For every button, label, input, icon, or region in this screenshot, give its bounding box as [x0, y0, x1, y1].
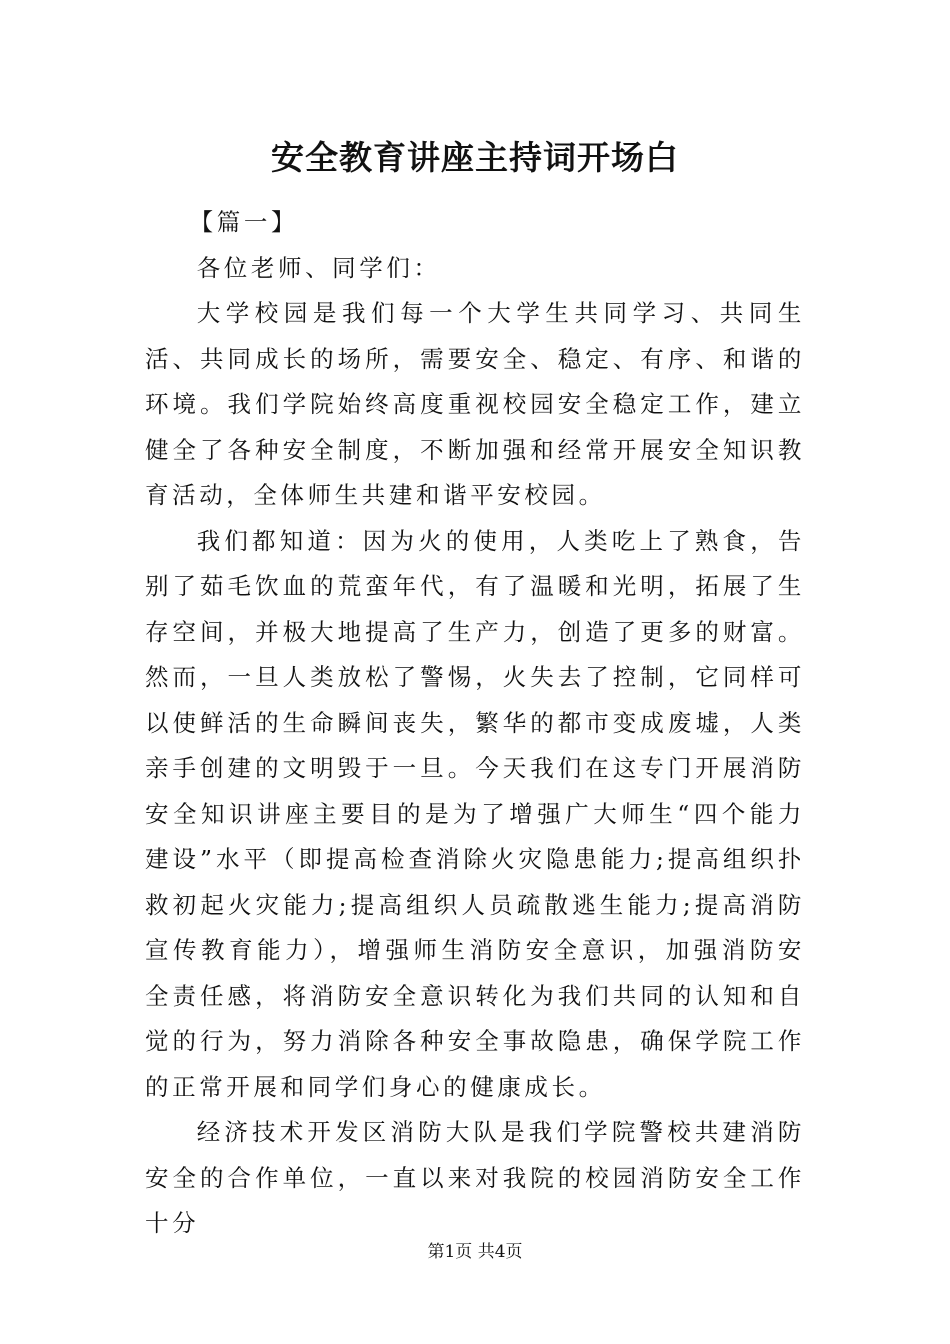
greeting-paragraph: 各位老师、同学们：	[196, 253, 441, 282]
document-title: 安全教育讲座主持词开场白	[271, 138, 679, 177]
body-paragraph: 大学校园是我们每一个大学生共同学习、共同生活、共同成长的场所，需要安全、稳定、有序、和谐的环境。我们学院始终高度重视校园安全稳定工作，建立健全了各种安全制度，不断加强和经常开展安全知识教育活动，全体师生共建和谐平安校园。	[145, 299, 805, 509]
document-body	[145, 200, 805, 1247]
body-paragraph: 我们都知道：因为火的使用，人类吃上了熟食，告别了茹毛饮血的荒蛮年代，有了温暖和光明，拓展了生存空间，并极大地提高了生产力，创造了更多的财富。然而，一旦人类放松了警惕，火失去了控制，它同样可以使鲜活的生命瞬间丧失，繁华的都市变成废墟，人类亲手创建的文明毁于一旦。今天我们在这专门开展消防安全知识讲座主要目的是为了增强广大师生“四个能力建设”水平（即提高检查消除火灾隐患能力;提高组织扑救初起火灾能力;提高组织人员疏散逃生能力;提高消防宣传教育能力），增强师生消防安全意识，加强消防安全责任感，将消防安全意识转化为我们共同的认知和自觉的行为，努力消除各种安全事故隐患，确保学院工作的正常开展和同学们身心的健康成长。	[145, 526, 805, 1101]
page-footer: 第1页 共4页	[427, 1242, 523, 1262]
section-heading: 【篇一】	[189, 208, 299, 236]
body-paragraph: 经济技术开发区消防大队是我们学院警校共建消防安全的合作单位，一直以来对我院的校园消防安全工作十分	[145, 1118, 805, 1237]
